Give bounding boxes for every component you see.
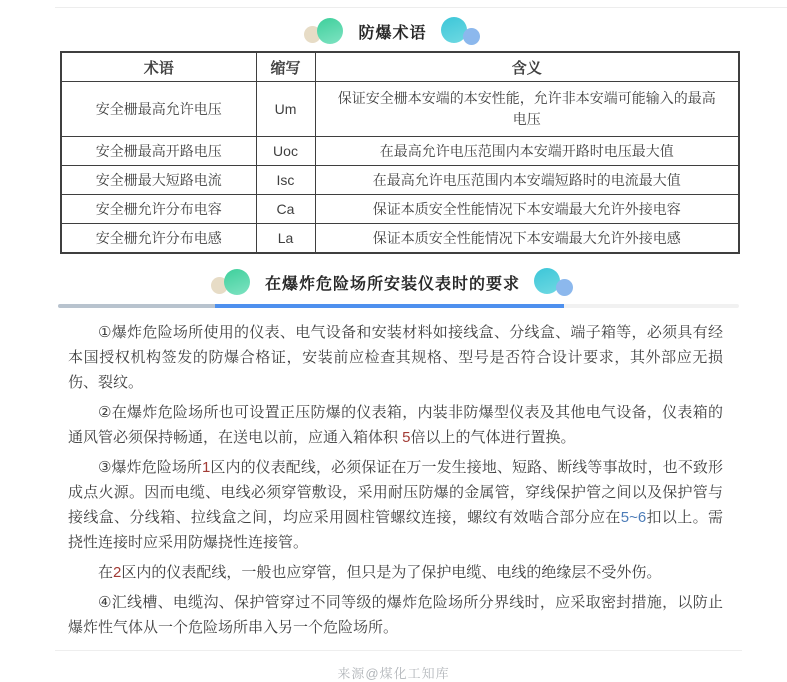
divider-gray-segment xyxy=(58,304,215,308)
paragraph-text: 在 xyxy=(98,564,114,581)
decor-dots-right xyxy=(441,16,483,46)
paragraph-text: 区内的仪表配线，必须保证在万一发生接地、短路、断线等事故时，也不致形成点火源。因而电缆、电线必须穿管敷设，采用耐压防爆的金属管，穿线保护管之间以及保护管与接线盒、分线箱、拉线盒之间，均应采用圆柱管螺纹连接，螺纹有效啮合部分应在 xyxy=(68,459,723,526)
term-cell: 安全栅最大短路电流 xyxy=(61,166,256,195)
paragraph-text: 区内的仪表配线，一般也应穿管，但只是为了保护电缆、电线的绝缘层不受外伤。 xyxy=(121,564,662,581)
paragraph-text: ①爆炸危险场所使用的仪表、电气设备和安装材料如接线盒、分线盒、端子箱等，必须具有经本国授权机构签发的防爆合格证，安装前应检查其规格、型号是否符合设计要求，其外部应无损伤、裂纹。 xyxy=(68,324,723,391)
body-text xyxy=(68,320,723,640)
highlight-number: 5~6 xyxy=(620,509,647,526)
abbr-cell: Uoc xyxy=(256,137,315,166)
paragraph-text: ④汇线槽、电缆沟、保护管穿过不同等级的爆炸危险场所分界线时，应采取密封措施，以防止爆炸性气体从一个危险场所串入另一个危险场所。 xyxy=(68,594,723,636)
decor-dots-left xyxy=(304,17,344,45)
body-paragraph xyxy=(68,560,723,585)
table-row xyxy=(61,224,739,254)
paragraph-text: 扣以上。需挠性连接时应采用防爆挠性连接管。 xyxy=(68,509,723,551)
green-dot-icon xyxy=(224,269,250,295)
bottom-divider xyxy=(55,650,742,651)
highlight-number: 2 xyxy=(113,564,122,581)
meaning-cell: 保证安全栅本安端的本安性能，允许非本安端可能输入的最高电压 xyxy=(315,82,739,137)
term-cell: 安全栅最高开路电压 xyxy=(61,137,256,166)
section1-title: 防爆术语 xyxy=(358,24,427,42)
source-credit: 来源@煤化工知库 xyxy=(337,666,450,681)
blue-dot-icon xyxy=(556,279,573,296)
body-paragraph xyxy=(68,590,723,640)
terms-table xyxy=(60,51,740,254)
header-meaning: 含义 xyxy=(315,52,739,82)
table-header-row xyxy=(61,52,739,82)
paragraph-text: ②在爆炸危险场所也可设置正压防爆的仪表箱，内装非防爆型仪表及其他电气设备，仪表箱的通风管必须保持畅通，在送电以前，应通入箱体积 xyxy=(68,404,723,446)
term-cell: 安全栅允许分布电容 xyxy=(61,195,256,224)
table-row xyxy=(61,82,739,137)
divider-light-segment xyxy=(564,304,739,308)
highlight-number: 5 xyxy=(402,429,411,446)
green-dot-icon xyxy=(317,18,343,44)
divider-blue-segment xyxy=(215,304,564,308)
body-paragraph xyxy=(68,400,723,450)
table-row xyxy=(61,166,739,195)
header-abbr: 缩写 xyxy=(256,52,315,82)
decor-dots-left xyxy=(211,268,251,296)
meaning-cell: 保证本质安全性能情况下本安端最大允许外接电感 xyxy=(315,224,739,254)
abbr-cell: La xyxy=(256,224,315,254)
section2-underline xyxy=(58,304,739,308)
blue-dot-icon xyxy=(463,28,480,45)
paragraph-text: 倍以上的气体进行置换。 xyxy=(410,429,576,446)
paragraph-text: ③爆炸危险场所 xyxy=(98,459,202,476)
body-paragraph xyxy=(68,455,723,555)
meaning-cell: 在最高允许电压范围内本安端短路时的电流最大值 xyxy=(315,166,739,195)
header-term: 术语 xyxy=(61,52,256,82)
decor-dots-right xyxy=(534,267,576,297)
top-divider xyxy=(55,7,787,8)
abbr-cell: Isc xyxy=(256,166,315,195)
term-cell: 安全栅最高允许电压 xyxy=(61,82,256,137)
meaning-cell: 在最高允许电压范围内本安端开路时电压最大值 xyxy=(315,137,739,166)
terms-table-head xyxy=(61,52,739,82)
term-cell: 安全栅允许分布电感 xyxy=(61,224,256,254)
meaning-cell: 保证本质安全性能情况下本安端最大允许外接电容 xyxy=(315,195,739,224)
highlight-number: 1 xyxy=(202,459,211,476)
body-paragraph xyxy=(68,320,723,395)
table-row xyxy=(61,137,739,166)
abbr-cell: Ca xyxy=(256,195,315,224)
abbr-cell: Um xyxy=(256,82,315,137)
terms-table-body xyxy=(61,82,739,254)
section2-header xyxy=(0,254,787,297)
section2-title: 在爆炸危险场所安装仪表时的要求 xyxy=(264,275,520,293)
table-row xyxy=(61,195,739,224)
